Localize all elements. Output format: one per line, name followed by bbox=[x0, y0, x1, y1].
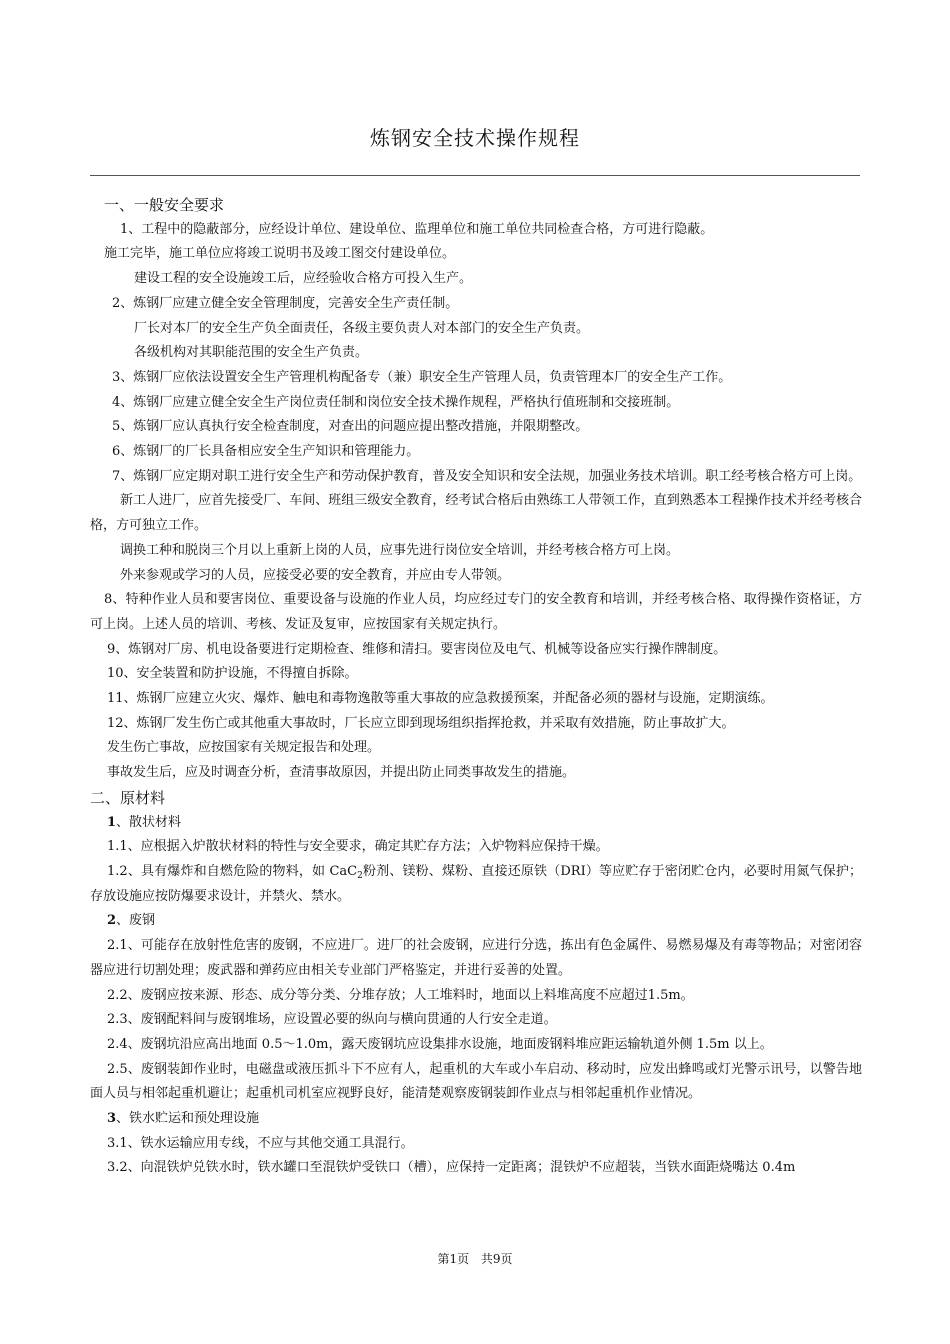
paragraph: 发生伤亡事故，应按国家有关规定报告和处理。 bbox=[107, 740, 381, 756]
paragraph: 9、炼钢对厂房、机电设备要进行定期检查、维修和清扫。要害岗位及电气、机械等设备应实行操作牌制度。 bbox=[107, 641, 727, 657]
subsection-number: 1 bbox=[107, 814, 117, 830]
paragraph: 厂长对本厂的安全生产负全面责任，各级主要负责人对本部门的安全生产负责。 bbox=[134, 320, 590, 336]
subsection-heading bbox=[90, 1107, 862, 1132]
paragraph-part: 1.2、具有爆炸和自燃危险的物料，如 CaC bbox=[107, 863, 358, 879]
page-total: 共9页 bbox=[480, 1252, 513, 1266]
paragraph: 3.2、向混铁炉兑铁水时，铁水罐口至混铁炉受铁口（槽），应保持一定距离；混铁炉不应超装，当铁水面距烧嘴达 0.4m bbox=[107, 1160, 796, 1176]
paragraph: 11、炼钢厂应建立火灾、爆炸、触电和毒物逸散等重大事故的应急救援预案，并配备必须的器材与设施，定期演练。 bbox=[107, 691, 774, 707]
paragraph: 12、炼钢厂发生伤亡或其他重大事故时，厂长应立即到现场组织指挥抢救，并采取有效措施，防止事故扩大。 bbox=[107, 715, 735, 731]
subsection-title: 、散状材料 bbox=[116, 814, 182, 830]
paragraph: 3、炼钢厂应依法设置安全生产管理机构配备专（兼）职安全生产管理人员，负责管理本厂的安全生产工作。 bbox=[112, 369, 732, 385]
subscript: 2 bbox=[357, 870, 363, 881]
paragraph: 6、炼钢厂的厂长具备相应安全生产知识和管理能力。 bbox=[112, 444, 420, 460]
subsection-heading bbox=[90, 811, 862, 836]
page-footer bbox=[0, 1250, 950, 1267]
subsection-number: 2 bbox=[107, 913, 117, 929]
paragraph: 7、炼钢厂应定期对职工进行安全生产和劳动保护教育，普及安全知识和安全法规，加强业务技术培训。职工经考核合格方可上岗。 bbox=[112, 468, 862, 484]
paragraph: 2.3、废钢配料间与废钢堆场，应设置必要的纵向与横向贯通的人行安全走道。 bbox=[107, 1012, 557, 1028]
paragraph: 各级机构对其职能范围的安全生产负责。 bbox=[134, 345, 369, 361]
document-title: 炼钢安全技术操作规程 bbox=[370, 126, 580, 150]
paragraph: 2.2、废钢应按来源、形态、成分等分类、分堆存放；人工堆料时，地面以上料堆高度不应超过1.5m。 bbox=[107, 987, 694, 1003]
paragraph: 2、炼钢厂应建立健全安全管理制度，完善安全生产责任制。 bbox=[112, 295, 459, 311]
paragraph: 4、炼钢厂应建立健全安全生产岗位责任制和岗位安全技术操作规程，严格执行值班制和交接班制。 bbox=[112, 394, 680, 410]
document-body bbox=[90, 193, 862, 1181]
paragraph bbox=[90, 860, 862, 909]
paragraph: 2.5、废钢装卸作业时，电磁盘或液压抓斗下不应有人，起重机的大车或小车启动、移动时，应发出蜂鸣或灯光警示讯号，以警告地面人员与相邻起重机避让；起重机司机室应视野良好，能清楚观察废钢装卸作业点与相邻起重机作业情况。 bbox=[90, 1061, 862, 1102]
subsection-heading bbox=[90, 909, 862, 934]
paragraph: 调换工种和脱岗三个月以上重新上岗的人员，应事先进行岗位安全培训，并经考核合格方可上岗。 bbox=[120, 542, 680, 558]
subsection-title: 、废钢 bbox=[116, 913, 156, 929]
paragraph: 3.1、铁水运输应用专线，不应与其他交通工具混行。 bbox=[107, 1135, 414, 1151]
paragraph: 外来参观或学习的人员，应接受必要的安全教育，并应由专人带领。 bbox=[120, 567, 511, 583]
page-number: 第1页 bbox=[437, 1252, 470, 1266]
paragraph: 施工完毕，施工单位应将竣工说明书及竣工图交付建设单位。 bbox=[104, 246, 456, 262]
section-heading-general: 一、一般安全要求 bbox=[104, 196, 225, 214]
paragraph: 1、工程中的隐蔽部分，应经设计单位、建设单位、监理单位和施工单位共同检查合格，方可进行隐蔽。 bbox=[120, 221, 714, 237]
paragraph: 8、特种作业人员和要害岗位、重要设备与设施的作业人员，均应经过专门的安全教育和培训，并经考核合格、取得操作资格证，方可上岗。上述人员的培训、考核、发证及复审，应按国家有关规定执行。 bbox=[90, 592, 862, 632]
paragraph: 事故发生后，应及时调查分析，查清事故原因，并提出防止同类事故发生的措施。 bbox=[107, 765, 576, 781]
subsection-number: 3 bbox=[107, 1111, 117, 1127]
paragraph: 新工人进厂，应首先接受厂、车间、班组三级安全教育，经考试合格后由熟练工人带领工作，直到熟悉本工程操作技术并经考核合格，方可独立工作。 bbox=[90, 493, 862, 534]
paragraph: 1.1、应根据入炉散状材料的特性与安全要求，确定其贮存方法；入炉物料应保持干燥。 bbox=[107, 839, 609, 855]
section-heading-raw-materials: 二、原材料 bbox=[90, 788, 166, 807]
paragraph: 5、炼钢厂应认真执行安全检查制度，对查出的问题应提出整改措施，并限期整改。 bbox=[112, 419, 589, 435]
paragraph: 10、安全装置和防护设施，不得擅自拆除。 bbox=[107, 666, 358, 682]
paragraph: 2.4、废钢坑沿应高出地面 0.5～1.0m，露天废钢坑应设集排水设施，地面废钢料堆应距运输轨道外侧 1.5m 以上。 bbox=[107, 1036, 773, 1052]
paragraph-part: 粉剂、镁粉、煤粉、直接还原铁（DRI）等应贮存于密闭贮仓内，必要时用氮气保护；存放设施应按防爆要求设计，并禁火、禁水。 bbox=[90, 863, 862, 904]
paragraph: 2.1、可能存在放射性危害的废钢，不应进厂。进厂的社会废钢，应进行分选，拣出有色金属件、易燃易爆及有毒等物品；对密闭容器应进行切割处理；废武器和弹药应由相关专业部门严格鉴定，并进行妥善的处置。 bbox=[90, 938, 862, 978]
paragraph: 建设工程的安全设施竣工后，应经验收合格方可投入生产。 bbox=[134, 271, 473, 287]
subsection-title: 、铁水贮运和预处理设施 bbox=[116, 1111, 260, 1127]
title-divider bbox=[90, 175, 860, 176]
